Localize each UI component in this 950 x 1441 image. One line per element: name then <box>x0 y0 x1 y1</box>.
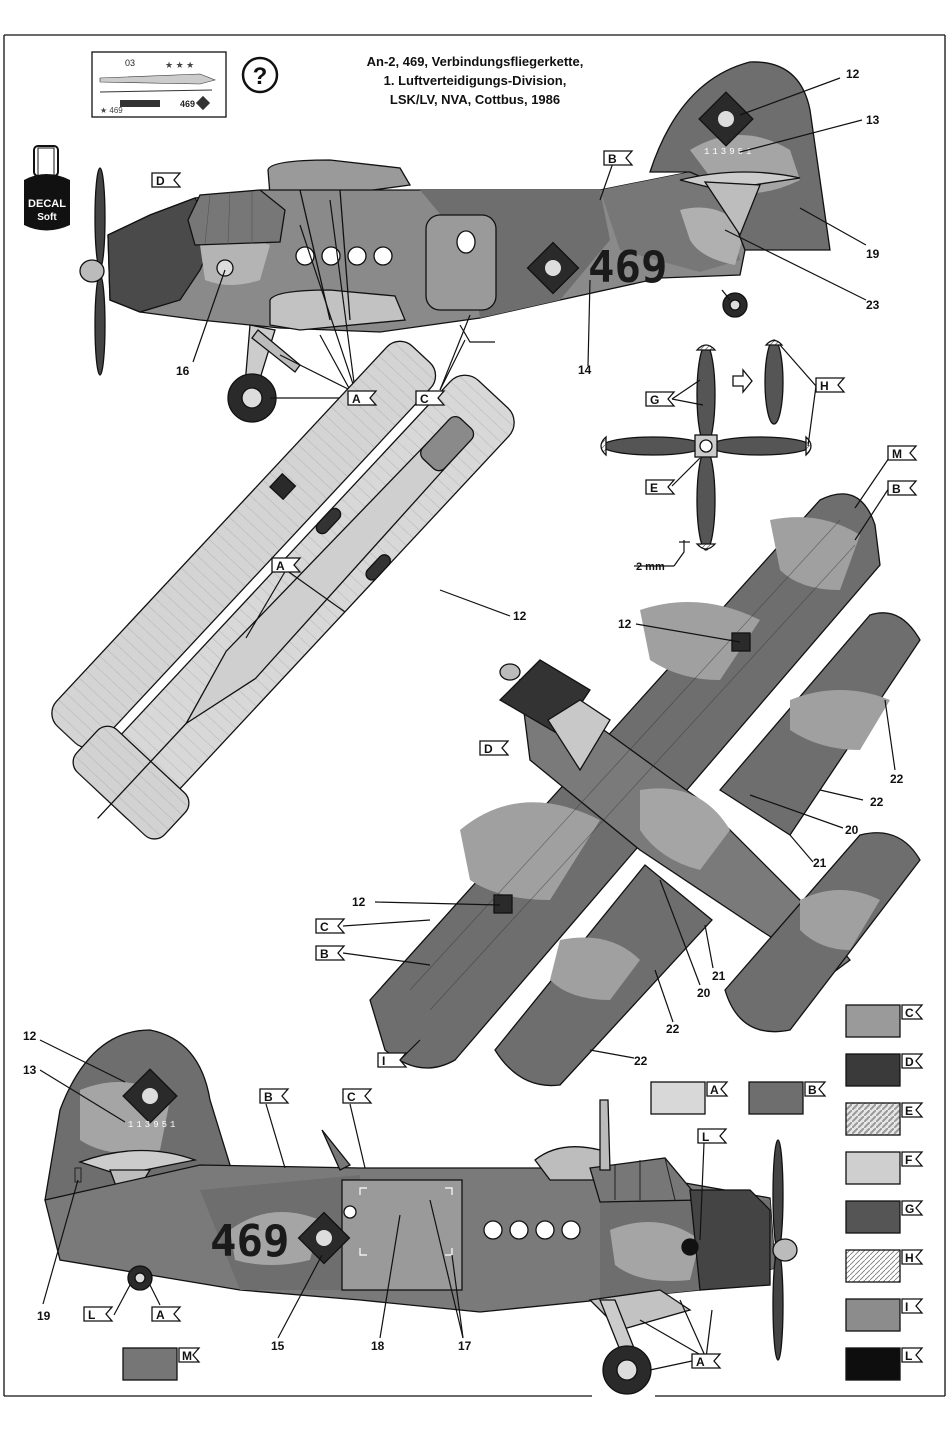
svg-text:F: F <box>905 1153 913 1167</box>
svg-text:C: C <box>905 1006 914 1020</box>
plan-view-underside <box>17 319 537 859</box>
tag-m-upper <box>888 446 916 461</box>
svg-text:L: L <box>88 1308 96 1322</box>
callout-22-upper-d: 22 <box>634 1054 648 1068</box>
callout-22-upper-b: 22 <box>870 795 884 809</box>
swatch-e <box>846 1103 922 1135</box>
svg-text:A: A <box>156 1308 165 1322</box>
callout-23-top: 23 <box>866 298 880 312</box>
callout-19-bottom: 19 <box>37 1309 51 1323</box>
swatch-l <box>846 1348 922 1380</box>
title-block <box>367 54 584 107</box>
callout-21-upper-a: 21 <box>813 856 827 870</box>
svg-text:E: E <box>905 1104 914 1118</box>
svg-text:B: B <box>608 152 617 166</box>
tag-c-bottom <box>343 1089 371 1104</box>
callout-18-bottom: 18 <box>371 1339 385 1353</box>
tag-a-bottom-gear <box>692 1354 720 1369</box>
callout-13-bottom: 13 <box>23 1063 37 1077</box>
tag-d-upper <box>480 741 508 756</box>
serial-fin-top: 113951 <box>704 147 755 157</box>
decal-soft-bottle-icon <box>24 146 70 231</box>
svg-text:L: L <box>702 1130 710 1144</box>
svg-text:I: I <box>382 1054 386 1068</box>
svg-text:B: B <box>264 1090 273 1104</box>
swatch-g <box>846 1201 922 1233</box>
tag-b-bottom <box>260 1089 288 1104</box>
question-mark-icon <box>243 58 277 92</box>
tag-g-prop <box>646 392 674 407</box>
swatch-i <box>846 1299 922 1331</box>
swatch-m <box>123 1348 199 1380</box>
tag-e-prop <box>646 480 674 495</box>
tag-b-top <box>604 151 632 166</box>
svg-text:★ ★ ★: ★ ★ ★ <box>165 60 195 70</box>
svg-text:M: M <box>892 447 902 461</box>
propeller-side-top <box>80 168 105 375</box>
tag-c-upper <box>316 919 344 934</box>
svg-text:A: A <box>276 559 285 573</box>
decal-sheet-code: 03 <box>125 58 136 68</box>
tag-l-tailwheel <box>84 1307 112 1322</box>
decal-sheet-thumbnail <box>92 52 226 117</box>
title-line-3: LSK/LV, NVA, Cottbus, 1986 <box>389 92 561 107</box>
callout-20-upper-a: 20 <box>845 823 859 837</box>
question-mark-label: ? <box>252 63 268 90</box>
svg-text:A: A <box>710 1083 719 1097</box>
svg-text:★ 469: ★ 469 <box>100 106 123 115</box>
svg-text:H: H <box>905 1251 914 1265</box>
svg-text:C: C <box>347 1090 356 1104</box>
swatch-d <box>846 1054 922 1086</box>
callout-22-upper-a: 22 <box>890 772 904 786</box>
decal-soft-label-2: Soft <box>37 212 57 223</box>
svg-text:G: G <box>650 393 660 407</box>
swatch-b <box>749 1082 825 1114</box>
tag-a-tailwheel <box>152 1307 180 1322</box>
callout-16-top: 16 <box>176 364 190 378</box>
callout-13-top: 13 <box>866 113 880 127</box>
svg-text:B: B <box>808 1083 817 1097</box>
tag-b-upper <box>888 481 916 496</box>
callout-15-bottom: 15 <box>271 1339 285 1353</box>
svg-text:H: H <box>820 379 829 393</box>
svg-text:I: I <box>905 1300 909 1314</box>
callout-12-bottom: 12 <box>23 1029 37 1043</box>
svg-text:D: D <box>905 1055 914 1069</box>
tail-number-top-side: 469 <box>588 242 668 293</box>
decal-sheet-number: 469 <box>180 99 196 109</box>
callout-12-top: 12 <box>846 67 860 81</box>
callout-21-upper-b: 21 <box>712 969 726 983</box>
svg-text:D: D <box>484 742 493 756</box>
callout-12-plan: 12 <box>513 609 527 623</box>
tail-number-bottom-side: 469 <box>210 1216 290 1267</box>
svg-text:B: B <box>892 482 901 496</box>
tag-b-upper-left <box>316 946 344 961</box>
svg-text:A: A <box>352 392 361 406</box>
swatch-f <box>846 1152 922 1184</box>
callout-20-upper-b: 20 <box>697 986 711 1000</box>
tag-h-prop <box>816 378 844 393</box>
callout-22-upper-c: 22 <box>666 1022 680 1036</box>
svg-text:G: G <box>905 1202 915 1216</box>
decal-soft-label-1: DECAL <box>28 198 66 210</box>
scale-note-2mm: 2 mm <box>636 561 665 573</box>
callout-17-bottom: 17 <box>458 1339 472 1353</box>
callout-12-upper-a: 12 <box>618 617 632 631</box>
svg-text:A: A <box>696 1355 705 1369</box>
svg-text:C: C <box>420 392 429 406</box>
callout-19-top: 19 <box>866 247 880 261</box>
svg-text:D: D <box>156 174 165 188</box>
svg-text:C: C <box>320 920 329 934</box>
callout-12-upper-b: 12 <box>352 895 366 909</box>
callout-14-top: 14 <box>578 363 592 377</box>
title-line-1: An-2, 469, Verbindungsfliegerkette, <box>366 54 584 69</box>
tag-d-top <box>152 173 180 188</box>
svg-text:L: L <box>905 1349 913 1363</box>
svg-text:E: E <box>650 481 659 495</box>
tag-l-bottom <box>698 1129 726 1144</box>
serial-fin-bottom: 113951 <box>128 1120 179 1130</box>
swatch-h <box>846 1250 922 1282</box>
svg-text:B: B <box>320 947 329 961</box>
plan-view-upper <box>370 494 920 1086</box>
title-line-2: 1. Luftverteidigungs-Division, <box>383 73 567 88</box>
swatch-c <box>846 1005 922 1037</box>
svg-text:M: M <box>182 1349 192 1363</box>
swatch-a <box>651 1082 727 1114</box>
